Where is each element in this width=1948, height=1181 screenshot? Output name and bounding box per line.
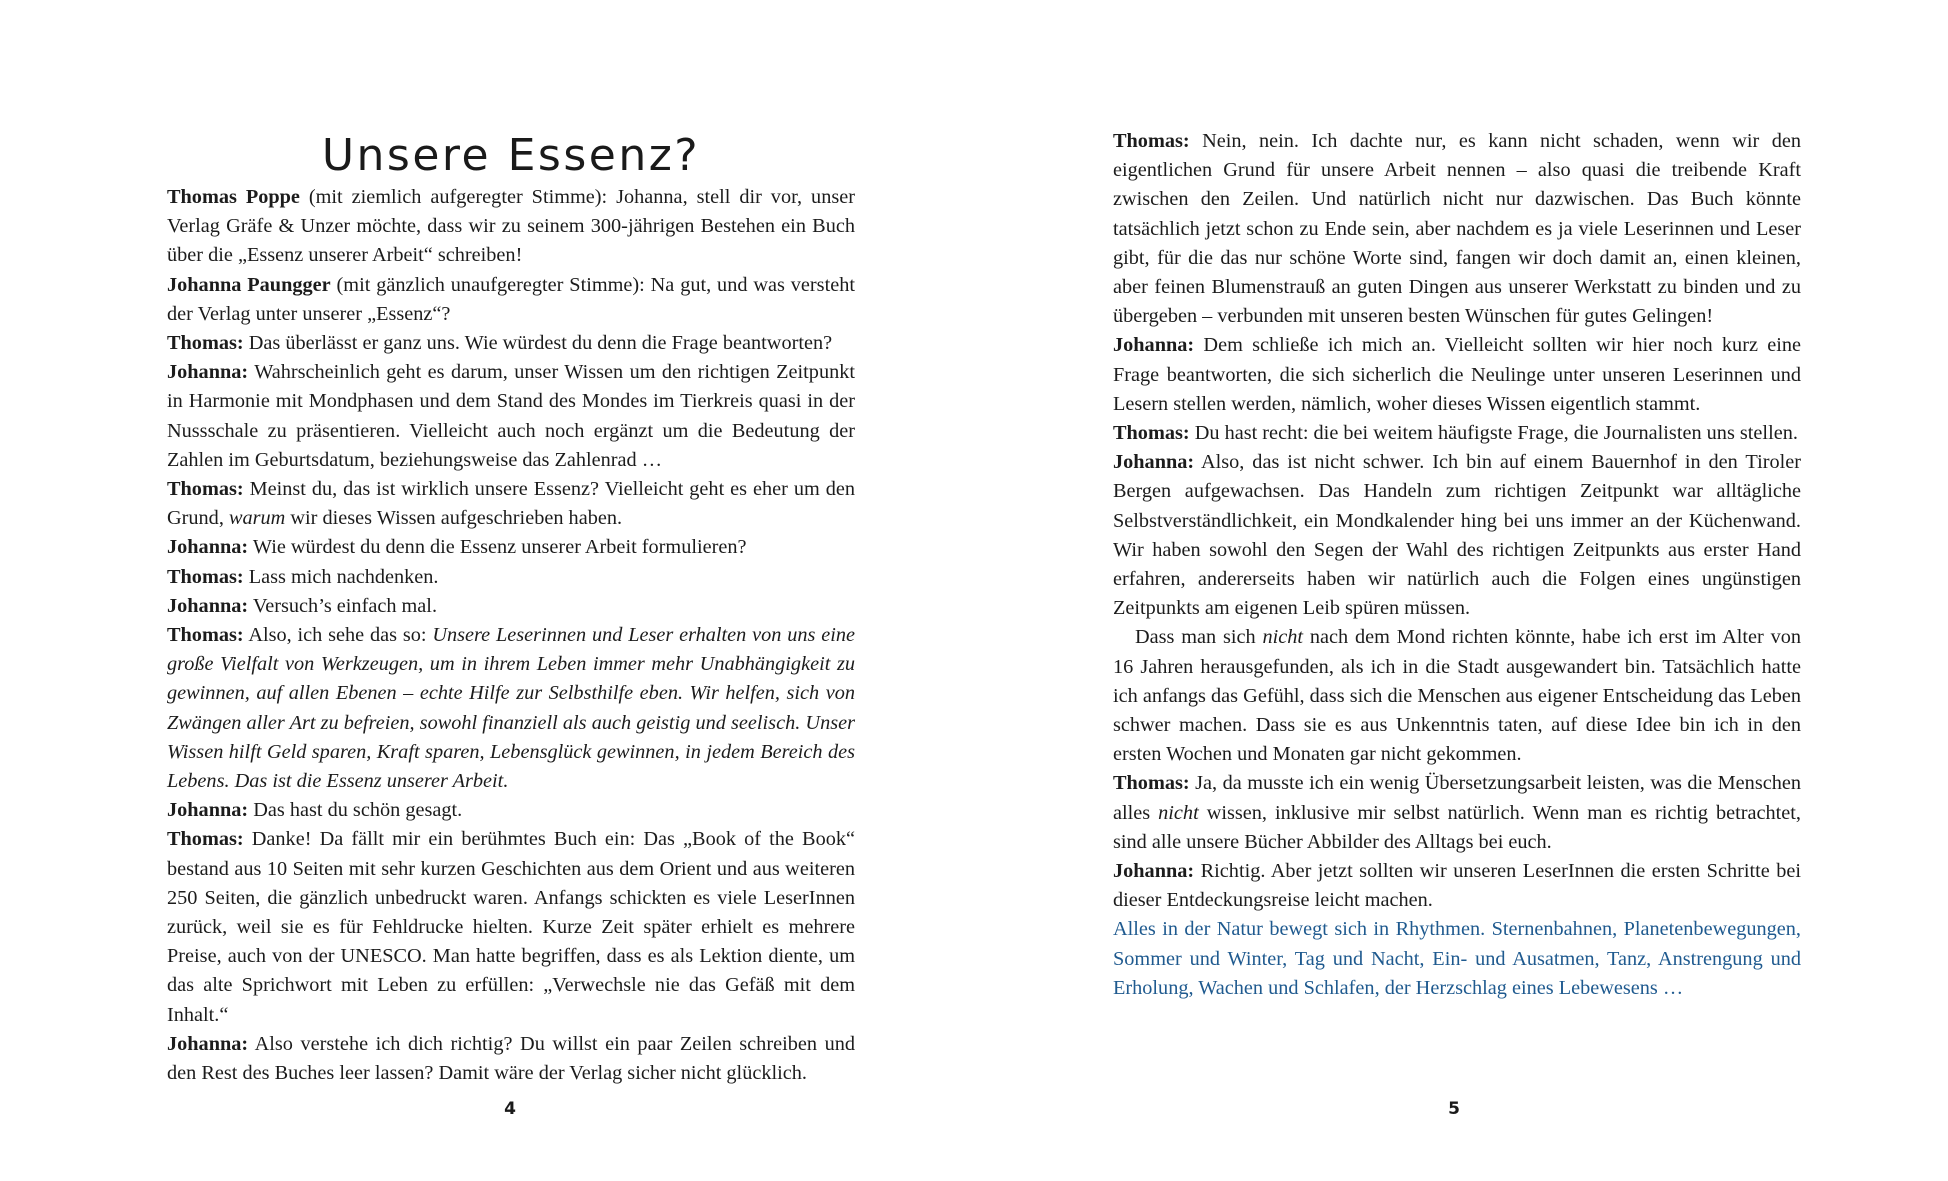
dialogue-paragraph (167, 475, 855, 533)
speaker-name: Thomas: (167, 565, 244, 588)
speaker-name: Thomas: (1113, 130, 1190, 152)
dialogue-text: Danke! Da fällt mir ein berühmtes Buch ein: Das „Book of the Book“ bestand aus 10 Seiten mit sehr kurzen Geschichten aus dem Orient und aus weiteren 250 Seiten, die gänzlich unbedruckt waren. Anfangs schickten es viele LeserInnen zurück, weil sie es für Fehldrucke hielten. Kurze Zeit später erhielt es mehrere Preise, auch von der UNESCO. Man hatte begriffen, dass es als Lektion diente, um das alte Sprichwort mit Leben zu erfüllen: „Verwechsle nie das Gefäß mit dem Inhalt.“ (167, 828, 855, 1026)
dialogue-paragraph (167, 1030, 855, 1088)
speaker-name: Johanna: (1113, 451, 1195, 474)
speaker-name: Thomas: (1113, 422, 1190, 445)
dialogue-text: Johanna, stell dir vor, unser Verlag Gräfe & Unzer möchte, dass wir zu seinem 300-jährigen Bestehen ein Buch über die „Essenz unserer Arbeit“ schreiben! (167, 186, 855, 267)
dialogue-text: Ja, da musste ich ein wenig Übersetzungsarbeit leisten, was die Menschen alles (1113, 772, 1801, 824)
dialogue-paragraph (167, 592, 855, 621)
speaker-name: Johanna: (167, 1032, 249, 1055)
dialogue-text: Das überlässt er ganz uns. Wie würdest du denn die Frage beantworten? (243, 332, 833, 355)
dialogue-text: Also, ich sehe das so: (243, 624, 433, 647)
speaker-name: Johanna: (167, 361, 249, 384)
dialogue-text: Also, das ist nicht schwer. Ich bin auf einem Bauernhof in den Tiroler Bergen aufgewachsen. Das Handeln zum richtigen Zeitpunkt war alltägliche Selbstverständlichkeit, ein Mondkalender hing bei uns immer an der Küchenwand. Wir haben sowohl den Segen der Wahl des richtigen Zeitpunkts aus erster Hand erfahren, andererseits haben wir natürlich auch die Folgen eines ungünstigen Zeitpunkts am eigenen Leib spüren müssen. (1113, 451, 1801, 620)
dialogue-text: Meinst du, das ist wirklich unsere Essenz? Vielleicht geht es eher um den Grund, (167, 478, 855, 530)
dialogue-paragraph (167, 563, 855, 592)
speaker-name: Johanna: (167, 799, 249, 822)
speaker-name: Thomas: (167, 624, 244, 647)
speaker-name: Johanna Paungger (167, 273, 331, 296)
speaker-name: Thomas Poppe (167, 186, 300, 208)
speaker-name: Johanna: (167, 536, 249, 559)
dialogue-paragraph (1113, 857, 1801, 915)
dialogue-text-continued: nach dem Mond richten könnte, habe ich erst im Alter von 16 Jahren herausgefunden, als ich in die Stadt ausgewandert bin. Tatsächlich hatte ich anfangs das Gefühl, dass sich die Menschen aus eigener Entscheidung das Leben schwer machen. Dass sie es aus Unkenntnis taten, auf diese Idee bin ich in den ersten Wochen und Monaten gar nicht gekommen. (1113, 626, 1801, 766)
dialogue-text: Also verstehe ich dich richtig? Du willst ein paar Zeilen schreiben und den Rest des Buches leer lassen? Damit wäre der Verlag sicher nicht glücklich. (167, 1032, 855, 1085)
dialogue-paragraph (167, 271, 855, 329)
dialogue-text-continued: wissen, inklusive mir selbst natürlich. Wenn man es richtig betrachtet, sind alle unsere Bücher Abbilder des Alltags bei euch. (1113, 801, 1801, 853)
dialogue-paragraph (167, 358, 855, 475)
dialogue-paragraph (1113, 448, 1801, 623)
dialogue-paragraph (1113, 419, 1801, 448)
dialogue-text: Dem schließe ich mich an. Vielleicht sollten wir hier noch kurz eine Frage beantworten, die sich sicherlich die Neulinge unter unseren Leserinnen und Lesern stellen werden, nämlich, woher dieses Wissen eigentlich stammt. (1113, 334, 1801, 415)
highlight-paragraph: Alles in der Natur bewegt sich in Rhythmen. Sternenbahnen, Planetenbewegungen, Sommer und Winter, Tag und Nacht, Ein- und Ausatmen, Tanz, Anstrengung und Erholung, Wachen und Schlafen, der Herzschlag eines Lebewesens … (1113, 918, 1801, 999)
speaker-name: Thomas: (167, 828, 244, 851)
dialogue-paragraph (1113, 127, 1801, 331)
dialogue-text: Nein, nein. Ich dachte nur, es kann nicht schaden, wenn wir den eigentlichen Grund für unsere Arbeit nennen – also quasi die treibende Kraft zwischen den Zeilen. Und natürlich nicht nur dazwischen. Das Buch könnte tatsächlich jetzt schon zu Ende sein, aber nachdem es ja viele Leserinnen und Leser gibt, für die das nur schöne Worte sind, fangen wir doch damit an, einen kleinen, aber feinen Blumenstrauß an guten Dingen aus unserer Werkstatt zu binden und zu übergeben – verbunden mit unseren besten Wünschen für gutes Gelingen! (1113, 130, 1801, 328)
dialogue-paragraph (167, 329, 855, 358)
dialogue-text: Du hast recht: die bei weitem häufigste Frage, die Journalisten uns stellen. (1189, 422, 1798, 445)
dialogue-text: Das hast du schön gesagt. (248, 799, 463, 822)
speaker-name: Thomas: (167, 478, 244, 501)
dialogue-text: Versuch’s einfach mal. (248, 594, 438, 617)
dialogue-text: Lass mich nachdenken. (243, 565, 439, 588)
dialogue-paragraph (1113, 623, 1801, 769)
dialogue-paragraph (167, 796, 855, 825)
dialogue-paragraph (1113, 331, 1801, 419)
page-title: Unsere Essenz? (321, 130, 701, 181)
page-number-right: 5 (1448, 1099, 1460, 1119)
emphasized-text: nicht (1262, 626, 1304, 649)
emphasized-text: warum (228, 507, 286, 530)
dialogue-text: Wie würdest du denn die Essenz unserer Arbeit formulieren? (248, 536, 747, 559)
dialogue-paragraph (167, 621, 855, 796)
emphasized-text: nicht (1158, 801, 1199, 824)
speaker-name: Thomas: (1113, 772, 1190, 795)
dialogue-text-continued: wir dieses Wissen aufgeschrieben haben. (285, 507, 623, 530)
speaker-name: Johanna: (1113, 860, 1195, 883)
dialogue-text: Dass man sich (1135, 626, 1263, 649)
right-text-column (1113, 127, 1801, 1003)
dialogue-paragraph (167, 533, 855, 562)
dialogue-text: Richtig. Aber jetzt sollten wir unseren LeserInnen die ersten Schritte bei dieser Entdeckungsreise leicht machen. (1113, 860, 1801, 912)
speaker-name: Johanna: (167, 594, 249, 617)
speaker-name: Thomas: (167, 332, 244, 355)
dialogue-paragraph (167, 183, 855, 271)
left-text-column (167, 183, 855, 1088)
dialogue-paragraph (167, 825, 855, 1029)
stage-direction: (mit ziemlich aufgeregter Stimme): (299, 186, 608, 208)
page-number-left: 4 (504, 1099, 516, 1119)
emphasized-text: Unsere Leserinnen und Leser erhalten von uns eine große Vielfalt von Werkzeugen, um in ihrem Leben immer mehr Unabhängigkeit zu gewinnen, auf allen Ebenen – echte Hilfe zur Selbsthilfe eben. Wir helfen, sich von Zwängen aller Art zu befreien, sowohl finanziell als auch geistig und seelisch. Unser Wissen hilft Geld sparen, Kraft sparen, Lebensglück gewinnen, in jedem Bereich des Lebens. Das ist die Essenz unserer Arbeit. (167, 624, 855, 793)
speaker-name: Johanna: (1113, 334, 1195, 357)
dialogue-text: Wahrscheinlich geht es darum, unser Wissen um den richtigen Zeitpunkt in Harmonie mit Mondphasen und dem Stand des Mondes im Tierkreis quasi in der Nussschale zu präsentieren. Vielleicht auch noch ergänzt um die Bedeutung der Zahlen im Geburtsdatum, beziehungsweise das Zahlenrad … (167, 361, 855, 471)
dialogue-paragraph (1113, 769, 1801, 857)
right-page (974, 0, 1948, 1181)
stage-direction: (mit gänzlich unaufgeregter Stimme): (330, 273, 645, 296)
dialogue-text: Na gut, und was versteht der Verlag unter unserer „Essenz“? (167, 273, 855, 325)
